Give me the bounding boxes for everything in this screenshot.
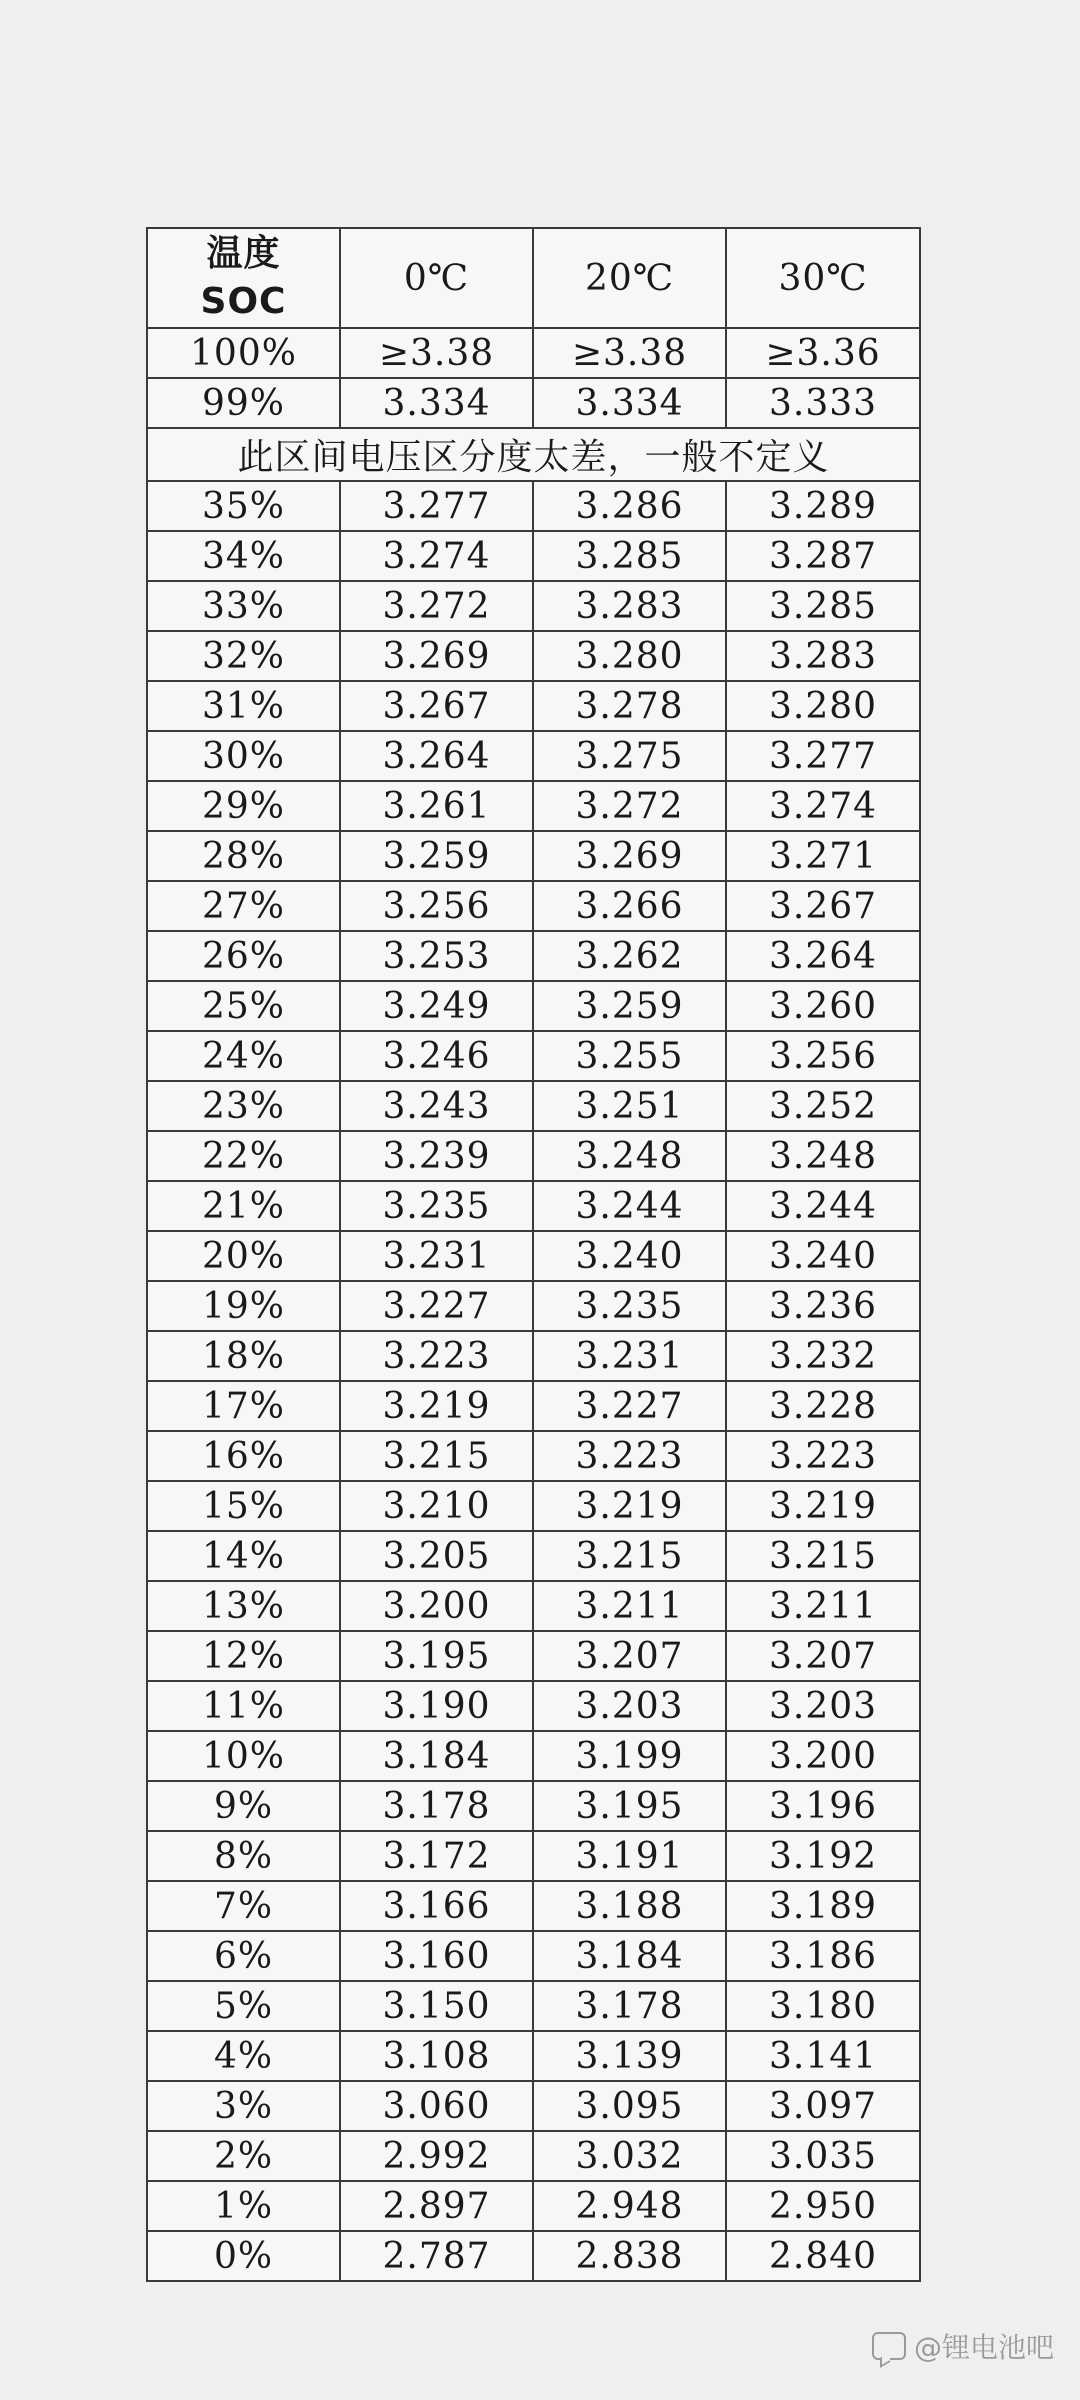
voltage-30c-cell: 2.950 [726,2181,920,2231]
header-col-0c: 0℃ [340,228,533,328]
watermark-text: @锂电池吧 [913,2331,1054,2364]
table-row [147,2031,920,2081]
voltage-0c-cell: 2.992 [340,2131,533,2181]
voltage-30c-cell: 3.200 [726,1731,920,1781]
voltage-20c-cell: 3.240 [533,1231,726,1281]
soc-cell: 4% [147,2031,340,2081]
soc-cell: 27% [147,881,340,931]
table-row [147,1131,920,1181]
voltage-0c-cell: 3.272 [340,581,533,631]
voltage-0c-cell: 2.787 [340,2231,533,2281]
soc-cell: 20% [147,1231,340,1281]
table-row [147,1981,920,2031]
voltage-20c-cell: 3.184 [533,1931,726,1981]
voltage-30c-cell: 3.289 [726,481,920,531]
voltage-0c-cell: 3.259 [340,831,533,881]
voltage-0c-cell: 3.256 [340,881,533,931]
voltage-20c-cell: 3.285 [533,531,726,581]
soc-cell: 13% [147,1581,340,1631]
voltage-20c-cell: 3.278 [533,681,726,731]
voltage-20c-cell: 3.286 [533,481,726,531]
table-row [147,781,920,831]
voltage-20c-cell: 3.207 [533,1631,726,1681]
voltage-20c-cell: 3.275 [533,731,726,781]
voltage-30c-cell: 3.228 [726,1381,920,1431]
voltage-30c-cell: 3.180 [726,1981,920,2031]
soc-cell: 8% [147,1831,340,1881]
voltage-30c-cell: 3.141 [726,2031,920,2081]
voltage-0c-cell: 3.215 [340,1431,533,1481]
soc-cell: 99% [147,378,340,428]
header-soc-label: SOC [200,281,287,322]
soc-cell: 25% [147,981,340,1031]
table-row [147,1381,920,1431]
voltage-30c-cell: 3.240 [726,1231,920,1281]
watermark [872,2326,1054,2366]
voltage-30c-cell: 3.035 [726,2131,920,2181]
voltage-0c-cell: 3.227 [340,1281,533,1331]
voltage-30c-cell: 3.277 [726,731,920,781]
voltage-30c-cell: 3.219 [726,1481,920,1531]
voltage-20c-cell: ≥3.38 [533,328,726,378]
voltage-20c-cell: 3.262 [533,931,726,981]
soc-cell: 24% [147,1031,340,1081]
voltage-20c-cell: 3.334 [533,378,726,428]
voltage-30c-cell: 3.260 [726,981,920,1031]
table-row [147,1781,920,1831]
voltage-30c-cell: ≥3.36 [726,328,920,378]
header-corner-cell [147,228,340,328]
note-cell: 此区间电压区分度太差，一般不定义 [147,428,920,481]
table-row [147,1431,920,1481]
voltage-30c-cell: 3.280 [726,681,920,731]
table-row [147,931,920,981]
voltage-30c-cell: 2.840 [726,2231,920,2281]
soc-cell: 12% [147,1631,340,1681]
voltage-20c-cell: 3.223 [533,1431,726,1481]
voltage-0c-cell: 3.277 [340,481,533,531]
voltage-30c-cell: 3.244 [726,1181,920,1231]
table-row [147,1831,920,1881]
voltage-30c-cell: 3.274 [726,781,920,831]
soc-cell: 6% [147,1931,340,1981]
voltage-20c-cell: 3.272 [533,781,726,831]
table-row [147,1931,920,1981]
voltage-30c-cell: 3.256 [726,1031,920,1081]
soc-cell: 1% [147,2181,340,2231]
voltage-20c-cell: 2.948 [533,2181,726,2231]
table-row [147,1681,920,1731]
voltage-0c-cell: 3.195 [340,1631,533,1681]
voltage-30c-cell: 3.203 [726,1681,920,1731]
voltage-30c-cell: 3.248 [726,1131,920,1181]
voltage-0c-cell: 3.249 [340,981,533,1031]
table-row [147,981,920,1031]
soc-cell: 26% [147,931,340,981]
voltage-0c-cell: 3.150 [340,1981,533,2031]
voltage-20c-cell: 3.191 [533,1831,726,1881]
table-row [147,831,920,881]
table-row [147,2231,920,2281]
voltage-20c-cell: 3.188 [533,1881,726,1931]
voltage-0c-cell: 3.219 [340,1381,533,1431]
note-row [147,428,920,481]
table-row [147,378,920,428]
table-row [147,631,920,681]
voltage-20c-cell: 3.235 [533,1281,726,1331]
soc-cell: 9% [147,1781,340,1831]
table-row [147,328,920,378]
soc-cell: 7% [147,1881,340,1931]
voltage-20c-cell: 3.219 [533,1481,726,1531]
voltage-30c-cell: 3.097 [726,2081,920,2131]
soc-cell: 19% [147,1281,340,1331]
table-row [147,1031,920,1081]
voltage-0c-cell: 3.184 [340,1731,533,1781]
voltage-0c-cell: 3.246 [340,1031,533,1081]
table-row [147,681,920,731]
voltage-30c-cell: 3.285 [726,581,920,631]
voltage-20c-cell: 3.231 [533,1331,726,1381]
voltage-0c-cell: 3.160 [340,1931,533,1981]
table-row [147,481,920,531]
soc-cell: 29% [147,781,340,831]
soc-cell: 14% [147,1531,340,1581]
voltage-0c-cell: 3.267 [340,681,533,731]
table-row [147,731,920,781]
speech-bubble-icon [872,2332,906,2360]
voltage-30c-cell: 3.196 [726,1781,920,1831]
table-row [147,1281,920,1331]
voltage-20c-cell: 3.215 [533,1531,726,1581]
voltage-20c-cell: 3.244 [533,1181,726,1231]
table-row [147,881,920,931]
voltage-0c-cell: 3.239 [340,1131,533,1181]
voltage-20c-cell: 3.203 [533,1681,726,1731]
soc-cell: 11% [147,1681,340,1731]
voltage-30c-cell: 3.267 [726,881,920,931]
voltage-0c-cell: 3.200 [340,1581,533,1631]
soc-cell: 22% [147,1131,340,1181]
voltage-20c-cell: 3.269 [533,831,726,881]
table-row [147,1231,920,1281]
voltage-30c-cell: 3.333 [726,378,920,428]
soc-voltage-table [146,227,921,2282]
soc-cell: 35% [147,481,340,531]
header-col-20c: 20℃ [533,228,726,328]
soc-cell: 16% [147,1431,340,1481]
voltage-30c-cell: 3.283 [726,631,920,681]
table-row [147,1181,920,1231]
voltage-20c-cell: 3.283 [533,581,726,631]
soc-cell: 2% [147,2131,340,2181]
voltage-20c-cell: 3.032 [533,2131,726,2181]
table-row [147,1531,920,1581]
table-row [147,2131,920,2181]
voltage-30c-cell: 3.211 [726,1581,920,1631]
voltage-0c-cell: 3.261 [340,781,533,831]
voltage-30c-cell: 3.287 [726,531,920,581]
table-header-row [147,228,920,328]
voltage-0c-cell: 2.897 [340,2181,533,2231]
voltage-20c-cell: 3.211 [533,1581,726,1631]
table-row [147,1881,920,1931]
voltage-0c-cell: 3.231 [340,1231,533,1281]
table-row [147,1631,920,1681]
voltage-20c-cell: 3.139 [533,2031,726,2081]
soc-cell: 23% [147,1081,340,1131]
soc-cell: 28% [147,831,340,881]
voltage-0c-cell: 3.060 [340,2081,533,2131]
voltage-30c-cell: 3.215 [726,1531,920,1581]
voltage-30c-cell: 3.207 [726,1631,920,1681]
table-row [147,1481,920,1531]
voltage-20c-cell: 3.199 [533,1731,726,1781]
voltage-0c-cell: 3.235 [340,1181,533,1231]
soc-cell: 3% [147,2081,340,2131]
voltage-20c-cell: 3.227 [533,1381,726,1431]
voltage-20c-cell: 3.251 [533,1081,726,1131]
voltage-0c-cell: 3.223 [340,1331,533,1381]
soc-cell: 10% [147,1731,340,1781]
soc-cell: 32% [147,631,340,681]
voltage-0c-cell: 3.190 [340,1681,533,1731]
voltage-30c-cell: 3.271 [726,831,920,881]
voltage-0c-cell: 3.166 [340,1881,533,1931]
soc-cell: 33% [147,581,340,631]
voltage-20c-cell: 3.195 [533,1781,726,1831]
voltage-0c-cell: 3.253 [340,931,533,981]
voltage-20c-cell: 3.266 [533,881,726,931]
table-row [147,581,920,631]
voltage-30c-cell: 3.186 [726,1931,920,1981]
voltage-30c-cell: 3.236 [726,1281,920,1331]
table-row [147,1081,920,1131]
voltage-20c-cell: 2.838 [533,2231,726,2281]
soc-cell: 17% [147,1381,340,1431]
table-row [147,531,920,581]
soc-cell: 5% [147,1981,340,2031]
voltage-30c-cell: 3.223 [726,1431,920,1481]
voltage-20c-cell: 3.095 [533,2081,726,2131]
soc-cell: 34% [147,531,340,581]
voltage-0c-cell: 3.172 [340,1831,533,1881]
voltage-0c-cell: 3.269 [340,631,533,681]
header-temperature-label: 温度 [206,233,281,274]
soc-cell: 30% [147,731,340,781]
voltage-0c-cell: ≥3.38 [340,328,533,378]
voltage-0c-cell: 3.210 [340,1481,533,1531]
soc-cell: 0% [147,2231,340,2281]
soc-cell: 31% [147,681,340,731]
voltage-0c-cell: 3.205 [340,1531,533,1581]
header-col-30c: 30℃ [726,228,920,328]
voltage-20c-cell: 3.178 [533,1981,726,2031]
voltage-20c-cell: 3.280 [533,631,726,681]
voltage-0c-cell: 3.178 [340,1781,533,1831]
soc-cell: 21% [147,1181,340,1231]
table-row [147,2181,920,2231]
soc-cell: 18% [147,1331,340,1381]
voltage-0c-cell: 3.334 [340,378,533,428]
soc-cell: 15% [147,1481,340,1531]
voltage-0c-cell: 3.108 [340,2031,533,2081]
voltage-30c-cell: 3.232 [726,1331,920,1381]
table-row [147,1731,920,1781]
table-row [147,2081,920,2131]
voltage-30c-cell: 3.264 [726,931,920,981]
table-row [147,1581,920,1631]
voltage-0c-cell: 3.274 [340,531,533,581]
voltage-30c-cell: 3.192 [726,1831,920,1881]
voltage-0c-cell: 3.243 [340,1081,533,1131]
soc-cell: 100% [147,328,340,378]
voltage-20c-cell: 3.259 [533,981,726,1031]
voltage-20c-cell: 3.248 [533,1131,726,1181]
voltage-30c-cell: 3.189 [726,1881,920,1931]
voltage-0c-cell: 3.264 [340,731,533,781]
voltage-30c-cell: 3.252 [726,1081,920,1131]
voltage-20c-cell: 3.255 [533,1031,726,1081]
table-row [147,1331,920,1381]
